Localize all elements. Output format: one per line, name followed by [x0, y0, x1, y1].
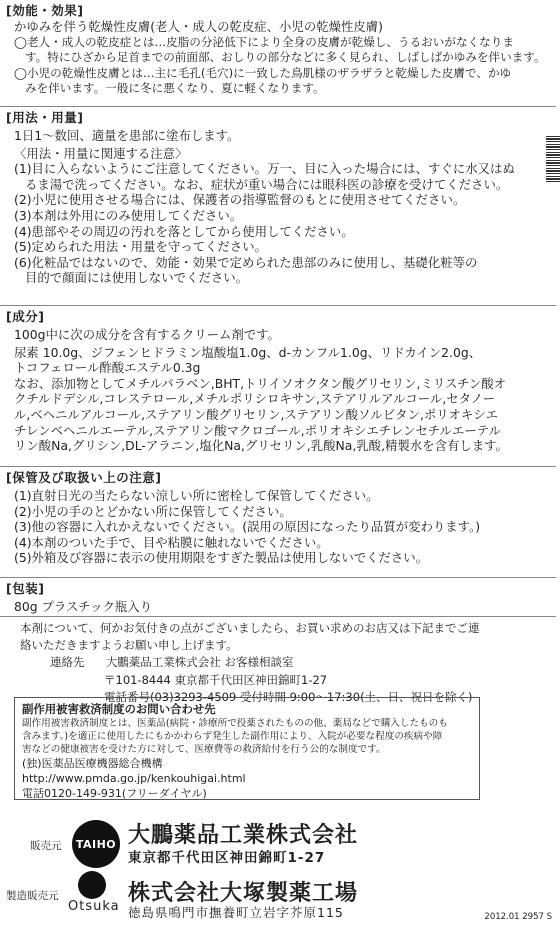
- contact-section: [20, 620, 540, 706]
- package-content: 80g プラスチック瓶入り: [14, 599, 153, 614]
- efficacy-section: [6, 3, 546, 97]
- ingredients-line: リン酸Na,グリシン,DL-アラニン,塩化Na,グリセリン,乳酸Na,乳酸,精製水を含有します。: [14, 438, 508, 454]
- efficacy-line: ◯老人・成人の乾皮症とは…皮脂の分泌低下により全身の皮膚が乾燥し、うるおいがなくなりま: [14, 34, 514, 49]
- otsuka-logo-text: Otsuka: [68, 899, 120, 914]
- relief-title: 副作用被害救済制度のお問い合わせ先: [22, 702, 216, 716]
- dosage-line: (5)定められた用法・用量を守ってください。: [14, 239, 267, 255]
- efficacy-line: す。特にひざから足首までの前面部、おしりの部分などに多く見られ、しばしばかゆみを伴います。: [25, 50, 546, 65]
- package-section: [6, 581, 540, 615]
- storage-heading: [保管及び取扱い上の注意]: [6, 470, 162, 485]
- dosage-line: 目的で顔面には使用しないでください。: [25, 270, 249, 286]
- divider: [0, 466, 556, 467]
- contact-intro: 絡いただきますようお願い申し上げます。: [20, 638, 238, 653]
- seller-role: 販売元: [30, 840, 62, 852]
- ingredients-line: 尿素 10.0g、ジフェンヒドラミン塩酸塩1.0g、d-カンフル1.0g、リドカイン2.0g、: [14, 344, 482, 360]
- contact-phone: 電話番号(03)3293-4509 受付時間 9:00〜17:30(土、日、祝日を除く): [104, 689, 473, 704]
- contact-intro: 本剤について、何かお気付きの点がございましたら、お買い求めのお店又は下記までご連: [20, 621, 480, 635]
- dosage-line: (1)目に入らないようにご注意してください。万一、目に入った場合には、すぐに水又はぬ: [14, 161, 515, 177]
- relief-info-box: [14, 697, 480, 800]
- dosage-line: るま湯で洗ってください。なお、症状が重い場合には眼科医の診療を受けてください。: [25, 176, 509, 192]
- dosage-heading: [用法・用量]: [6, 110, 84, 125]
- storage-line: (3)他の容器に入れかえないでください。(誤用の原因になったり品質が変わります。): [14, 519, 481, 535]
- efficacy-line: みを伴います。一般に冬に悪くなり、夏に軽くなります。: [25, 81, 325, 96]
- seller-name: 大鵬薬品工業株式会社: [128, 823, 359, 848]
- relief-phone: 電話0120-149-931(フリーダイヤル): [22, 787, 207, 800]
- taiho-logo: [72, 820, 120, 868]
- otsuka-logo-mark: [78, 871, 106, 899]
- dosage-line: (3)本剤は外用にのみ使用してください。: [14, 207, 243, 223]
- manufacturer-address: 徳島県鳴門市撫養町立岩字芥原115: [128, 905, 344, 920]
- relief-desc: 副作用被害救済制度とは、医薬品(病院・診療所で投薬されたものの他、薬局などで購入したものも: [22, 718, 448, 729]
- package-heading: [包装]: [6, 581, 45, 596]
- storage-line: (1)直射日光の当たらない涼しい所に密栓して保管してください。: [14, 488, 379, 503]
- ingredients-section: [6, 309, 540, 454]
- relief-desc: 害などの健康被害を受けた方に対して、医療費等の救済給付を行う公的な制度です。: [22, 744, 386, 755]
- ingredients-heading: [成分]: [6, 309, 45, 324]
- dosage-line: (6)化粧品ではないので、効能・効果で定められた患部のみに使用し、基礎化粧等の: [14, 254, 478, 270]
- storage-section: [6, 470, 540, 566]
- storage-line: (4)本剤のついた手で、目や粘膜に触れないでください。: [14, 534, 329, 550]
- efficacy-heading: [効能・効果]: [6, 3, 84, 18]
- ingredients-line: トコフェロール酢酸エステル0.3g: [14, 360, 201, 376]
- seller-address: 東京都千代田区神田錦町1-27: [128, 850, 326, 866]
- contact-row: [20, 654, 540, 671]
- efficacy-line: ◯小児の乾燥性皮膚とは…主に毛孔(毛穴)に一致した鳥肌様のザラザラと乾燥した皮膚で、かゆ: [14, 65, 512, 80]
- dosage-line: (2)小児に使用させる場合には、保護者の指導監督のもとに使用させてください。: [14, 192, 466, 208]
- efficacy-line: かゆみを伴う乾燥性皮膚(老人・成人の乾皮症、小児の乾燥性皮膚): [14, 19, 383, 34]
- taiho-logo-text: TAIHO: [75, 837, 117, 851]
- print-code: 2012.01 2957 S: [484, 912, 552, 922]
- relief-desc: 含みます。)を適正に使用したにもかかわらず発生した副作用により、入院が必要な程度の疾病や障: [22, 731, 443, 742]
- dosage-line: 〈用法・用量に関連する注意〉: [14, 145, 188, 161]
- manufacturer-name: 株式会社大塚製薬工場: [128, 881, 359, 906]
- contact-address: 〒101-8444 東京都千代田区神田錦町1-27: [104, 672, 328, 687]
- divider: [0, 106, 556, 107]
- ingredients-line: 100g中に次の成分を含有するクリーム剤です。: [14, 327, 280, 342]
- storage-line: (2)小児の手のとどかない所に保管してください。: [14, 503, 292, 519]
- divider: [0, 616, 556, 617]
- ingredients-line: クチルドデシル,コレステロール,メチルポリシロキサン,ステアリルアルコール,セタノー: [14, 391, 496, 407]
- relief-org: (独)医薬品医療機器総合機構: [22, 757, 163, 770]
- contact-company: 大鵬薬品工業株式会社 お客様相談室: [105, 655, 294, 670]
- contact-label: 連絡先: [50, 655, 85, 670]
- ingredients-line: チレンベヘニルエーテル,ステアリン酸マクロゴール,ポリオキシエチレンセチルエーテル: [14, 422, 501, 438]
- manufacturer-role: 製造販売元: [6, 890, 59, 902]
- ingredients-line: ル,ベヘニルアルコール,ステアリン酸グリセリン,ステアリン酸ソルビタン,ポリオキシエ: [14, 406, 498, 422]
- ingredients-line: なお、添加物としてメチルパラベン,BHT,トリイソオクタン酸グリセリン,ミリスチン酸オ: [14, 375, 507, 391]
- dosage-line: (4)患部やその周辺の汚れを落としてから使用してください。: [14, 223, 354, 239]
- storage-line: (5)外箱及び容器に表示の使用期限をすぎた製品は使用しないでください。: [14, 550, 429, 566]
- dosage-section: [6, 110, 540, 286]
- divider: [0, 305, 556, 306]
- divider: [0, 577, 556, 578]
- dosage-line: 1日1〜数回、適量を患部に塗布します。: [14, 128, 240, 143]
- relief-url[interactable]: http://www.pmda.go.jp/kenkouhigai.html: [22, 772, 246, 785]
- side-barcode: [546, 136, 560, 182]
